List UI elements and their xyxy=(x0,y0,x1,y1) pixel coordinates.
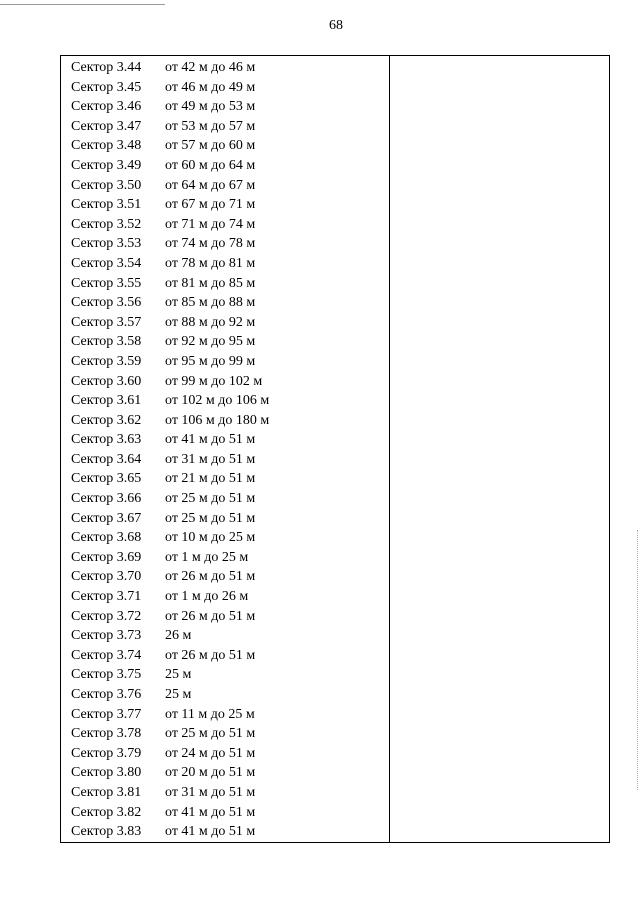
sector-label: Сектор 3.58 xyxy=(71,334,142,350)
table-row xyxy=(71,489,387,509)
table-row xyxy=(71,548,387,568)
distance-range: от 1 м до 25 м xyxy=(165,549,249,565)
distance-range: от 60 м до 64 м xyxy=(165,157,256,173)
distance-range: от 26 м до 51 м xyxy=(165,569,256,585)
scan-edge-marks xyxy=(633,530,638,790)
distance-range: от 25 м до 51 м xyxy=(165,491,256,507)
scan-corner-line xyxy=(0,4,165,5)
empty-right-cell xyxy=(390,56,609,842)
sector-label: Сектор 3.64 xyxy=(71,451,142,467)
sector-table xyxy=(60,55,610,843)
table-row xyxy=(71,411,387,431)
distance-range: от 85 м до 88 м xyxy=(165,295,256,311)
table-row xyxy=(71,117,387,137)
distance-range: от 78 м до 81 м xyxy=(165,255,256,271)
sector-label: Сектор 3.45 xyxy=(71,79,142,95)
table-row xyxy=(71,391,387,411)
table-row xyxy=(71,195,387,215)
table-row xyxy=(71,763,387,783)
distance-range: от 57 м до 60 м xyxy=(165,138,256,154)
distance-range: 26 м xyxy=(165,628,192,644)
sector-label: Сектор 3.72 xyxy=(71,608,142,624)
distance-range: от 106 м до 180 м xyxy=(165,412,270,428)
distance-range: от 25 м до 51 м xyxy=(165,510,256,526)
table-row xyxy=(71,744,387,764)
sector-label: Сектор 3.71 xyxy=(71,589,142,605)
sector-label: Сектор 3.51 xyxy=(71,197,142,213)
table-row xyxy=(71,254,387,274)
distance-range: от 74 м до 78 м xyxy=(165,236,256,252)
table-row xyxy=(71,783,387,803)
table-row xyxy=(71,430,387,450)
sector-label: Сектор 3.78 xyxy=(71,726,142,742)
sector-label: Сектор 3.81 xyxy=(71,784,142,800)
sector-label: Сектор 3.82 xyxy=(71,804,142,820)
table-row xyxy=(71,587,387,607)
sector-label: Сектор 3.47 xyxy=(71,118,142,134)
sector-label: Сектор 3.65 xyxy=(71,471,142,487)
sector-label: Сектор 3.76 xyxy=(71,687,142,702)
table-row xyxy=(71,724,387,744)
sector-label: Сектор 3.55 xyxy=(71,275,142,291)
sector-label: Сектор 3.80 xyxy=(71,765,142,781)
sector-label: Сектор 3.49 xyxy=(71,157,142,173)
table-row xyxy=(71,822,387,842)
distance-range: от 49 м до 53 м xyxy=(165,99,256,115)
distance-range: от 71 м до 74 м xyxy=(165,216,256,232)
sector-label: Сектор 3.50 xyxy=(71,177,142,193)
table-row xyxy=(71,646,387,666)
sector-label: Сектор 3.68 xyxy=(71,530,142,546)
table-row xyxy=(71,58,387,78)
sector-label: Сектор 3.54 xyxy=(71,255,142,271)
sector-label: Сектор 3.70 xyxy=(71,569,142,585)
table-row xyxy=(71,450,387,470)
table-row xyxy=(71,607,387,627)
table-row xyxy=(71,803,387,823)
distance-range: от 92 м до 95 м xyxy=(165,334,256,350)
table-row xyxy=(71,332,387,352)
sector-label: Сектор 3.46 xyxy=(71,99,142,115)
distance-range: от 24 м до 51 м xyxy=(165,745,256,761)
sector-label: Сектор 3.74 xyxy=(71,647,142,663)
table-row xyxy=(71,293,387,313)
page-number: 68 xyxy=(329,18,343,33)
sector-label: Сектор 3.60 xyxy=(71,373,142,389)
distance-range: от 11 м до 25 м xyxy=(165,706,255,722)
sector-label: Сектор 3.61 xyxy=(71,393,142,409)
sector-label: Сектор 3.75 xyxy=(71,667,142,683)
table-row xyxy=(71,352,387,372)
table-row xyxy=(71,176,387,196)
distance-range: от 26 м до 51 м xyxy=(165,608,256,624)
sector-label: Сектор 3.66 xyxy=(71,491,142,507)
distance-range: от 41 м до 51 м xyxy=(165,824,256,840)
distance-range: от 67 м до 71 м xyxy=(165,197,256,213)
table-row xyxy=(71,313,387,333)
table-row xyxy=(71,274,387,294)
sector-label: Сектор 3.79 xyxy=(71,745,142,761)
distance-range: от 88 м до 92 м xyxy=(165,314,256,330)
table-row xyxy=(71,78,387,98)
distance-range: 25 м xyxy=(165,667,192,683)
sector-table-rows xyxy=(71,58,387,842)
sector-label: Сектор 3.77 xyxy=(71,706,142,722)
distance-range: от 41 м до 51 м xyxy=(165,804,256,820)
table-row xyxy=(71,626,387,646)
distance-range: от 21 м до 51 м xyxy=(165,471,256,487)
distance-range: от 25 м до 51 м xyxy=(165,726,256,742)
sector-label: Сектор 3.63 xyxy=(71,432,142,448)
distance-range: от 81 м до 85 м xyxy=(165,275,256,291)
distance-range: от 31 м до 51 м xyxy=(165,451,256,467)
distance-range: от 41 м до 51 м xyxy=(165,432,256,448)
sector-label: Сектор 3.56 xyxy=(71,295,142,311)
distance-range: от 26 м до 51 м xyxy=(165,647,256,663)
distance-range: 25 м xyxy=(165,687,192,702)
distance-range: от 20 м до 51 м xyxy=(165,765,256,781)
sector-label: Сектор 3.44 xyxy=(71,60,142,75)
sector-label: Сектор 3.73 xyxy=(71,628,142,644)
sector-label: Сектор 3.59 xyxy=(71,353,142,369)
sector-label: Сектор 3.52 xyxy=(71,216,142,232)
sector-label: Сектор 3.83 xyxy=(71,824,142,840)
distance-range: от 1 м до 26 м xyxy=(165,589,249,605)
table-row xyxy=(71,156,387,176)
table-row xyxy=(71,509,387,529)
distance-range: от 99 м до 102 м xyxy=(165,373,263,389)
distance-range: от 10 м до 25 м xyxy=(165,530,256,546)
table-row xyxy=(71,136,387,156)
table-row xyxy=(71,705,387,725)
distance-range: от 95 м до 99 м xyxy=(165,353,256,369)
table-row xyxy=(71,234,387,254)
table-row xyxy=(71,528,387,548)
distance-range: от 102 м до 106 м xyxy=(165,393,270,409)
table-row xyxy=(71,685,387,705)
table-row xyxy=(71,215,387,235)
table-row xyxy=(71,665,387,685)
table-row xyxy=(71,97,387,117)
sector-label: Сектор 3.53 xyxy=(71,236,142,252)
sector-label: Сектор 3.67 xyxy=(71,510,142,526)
distance-range: от 42 м до 46 м xyxy=(165,60,256,75)
table-row xyxy=(71,372,387,392)
table-row xyxy=(71,469,387,489)
distance-range: от 31 м до 51 м xyxy=(165,784,256,800)
distance-range: от 64 м до 67 м xyxy=(165,177,256,193)
sector-label: Сектор 3.48 xyxy=(71,138,142,154)
table-row xyxy=(71,567,387,587)
sector-label: Сектор 3.69 xyxy=(71,549,142,565)
distance-range: от 53 м до 57 м xyxy=(165,118,256,134)
sector-label: Сектор 3.62 xyxy=(71,412,142,428)
distance-range: от 46 м до 49 м xyxy=(165,79,256,95)
sector-label: Сектор 3.57 xyxy=(71,314,142,330)
